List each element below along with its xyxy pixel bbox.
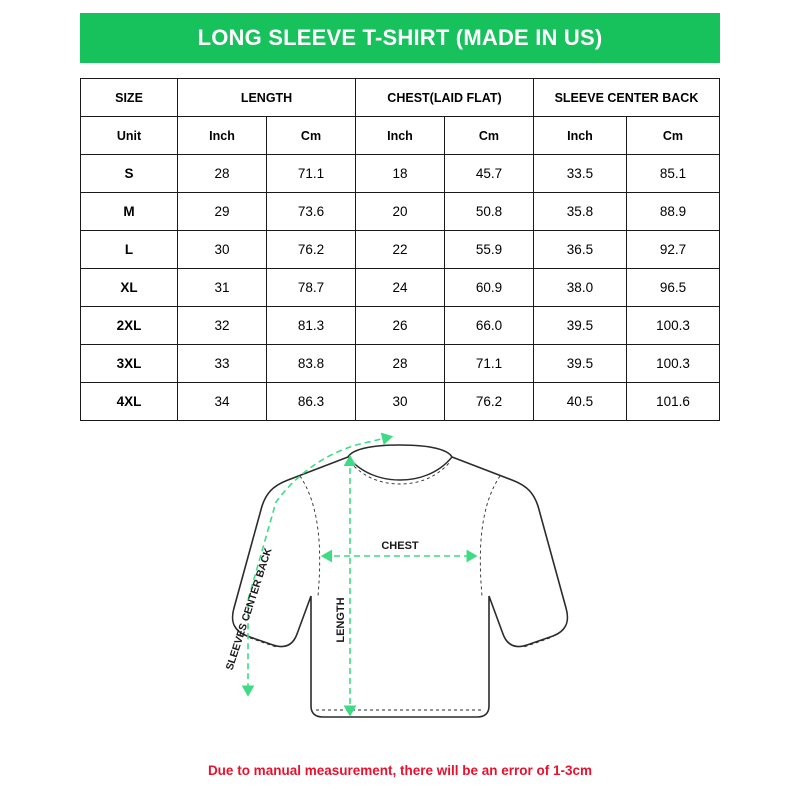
- cell-length-cm: 71.1: [267, 155, 356, 193]
- row-size: 3XL: [81, 345, 178, 383]
- cell-chest-inch: 22: [356, 231, 445, 269]
- table-row: [81, 269, 720, 307]
- sleeve-label: SLEEVES CENTER BACK: [223, 546, 275, 672]
- cell-sleeve-cm: 85.1: [626, 155, 719, 193]
- cell-sleeve-inch: 40.5: [533, 383, 626, 421]
- cell-length-cm: 86.3: [267, 383, 356, 421]
- unit-label: Unit: [81, 117, 178, 155]
- cell-chest-inch: 20: [356, 193, 445, 231]
- cell-chest-inch: 30: [356, 383, 445, 421]
- row-size: 2XL: [81, 307, 178, 345]
- cell-length-cm: 78.7: [267, 269, 356, 307]
- unit-length-inch: Inch: [178, 117, 267, 155]
- cell-sleeve-cm: 88.9: [626, 193, 719, 231]
- header-size: SIZE: [81, 79, 178, 117]
- cell-sleeve-cm: 92.7: [626, 231, 719, 269]
- table-group-header-row: [81, 79, 720, 117]
- cell-length-cm: 76.2: [267, 231, 356, 269]
- cell-sleeve-inch: 38.0: [533, 269, 626, 307]
- unit-sleeve-inch: Inch: [533, 117, 626, 155]
- cell-sleeve-inch: 39.5: [533, 307, 626, 345]
- cell-chest-inch: 28: [356, 345, 445, 383]
- cell-chest-cm: 55.9: [444, 231, 533, 269]
- cell-length-inch: 28: [178, 155, 267, 193]
- cell-length-inch: 29: [178, 193, 267, 231]
- cell-length-inch: 32: [178, 307, 267, 345]
- table-row: [81, 345, 720, 383]
- table-row: [81, 193, 720, 231]
- row-size: XL: [81, 269, 178, 307]
- cell-chest-cm: 50.8: [444, 193, 533, 231]
- cell-chest-inch: 18: [356, 155, 445, 193]
- table-row: [81, 231, 720, 269]
- unit-sleeve-cm: Cm: [626, 117, 719, 155]
- cell-chest-inch: 26: [356, 307, 445, 345]
- table-row: [81, 307, 720, 345]
- cell-length-cm: 81.3: [267, 307, 356, 345]
- row-size: M: [81, 193, 178, 231]
- cell-sleeve-cm: 100.3: [626, 345, 719, 383]
- unit-chest-cm: Cm: [444, 117, 533, 155]
- cell-sleeve-inch: 36.5: [533, 231, 626, 269]
- cell-chest-cm: 71.1: [444, 345, 533, 383]
- header-length: LENGTH: [178, 79, 356, 117]
- garment-diagram: [0, 410, 800, 740]
- length-label: LENGTH: [335, 597, 347, 643]
- shirt-outline: [233, 445, 568, 717]
- cell-chest-inch: 24: [356, 269, 445, 307]
- header-chest: CHEST(LAID FLAT): [356, 79, 534, 117]
- cell-length-cm: 73.6: [267, 193, 356, 231]
- cell-sleeve-inch: 33.5: [533, 155, 626, 193]
- size-table: [80, 78, 720, 421]
- row-size: 4XL: [81, 383, 178, 421]
- cell-sleeve-inch: 39.5: [533, 345, 626, 383]
- cell-length-cm: 83.8: [267, 345, 356, 383]
- cell-sleeve-cm: 100.3: [626, 307, 719, 345]
- header-banner: [80, 13, 720, 63]
- cell-length-inch: 30: [178, 231, 267, 269]
- row-size: L: [81, 231, 178, 269]
- cell-chest-cm: 76.2: [444, 383, 533, 421]
- cell-length-inch: 31: [178, 269, 267, 307]
- table-unit-row: [81, 117, 720, 155]
- cell-length-inch: 34: [178, 383, 267, 421]
- row-size: S: [81, 155, 178, 193]
- cell-sleeve-cm: 101.6: [626, 383, 719, 421]
- size-table-container: [80, 78, 720, 421]
- cell-sleeve-inch: 35.8: [533, 193, 626, 231]
- cell-chest-cm: 66.0: [444, 307, 533, 345]
- measurement-note: Due to manual measurement, there will be an error of 1-3cm: [207, 763, 593, 778]
- unit-chest-inch: Inch: [356, 117, 445, 155]
- cell-length-inch: 33: [178, 345, 267, 383]
- cell-chest-cm: 60.9: [444, 269, 533, 307]
- chest-label: CHEST: [381, 540, 419, 552]
- table-row: [81, 155, 720, 193]
- cell-chest-cm: 45.7: [444, 155, 533, 193]
- cell-sleeve-cm: 96.5: [626, 269, 719, 307]
- footer: [0, 762, 800, 780]
- header-sleeve: SLEEVE CENTER BACK: [533, 79, 719, 117]
- unit-length-cm: Cm: [267, 117, 356, 155]
- page-title: LONG SLEEVE T-SHIRT (MADE IN US): [197, 25, 603, 50]
